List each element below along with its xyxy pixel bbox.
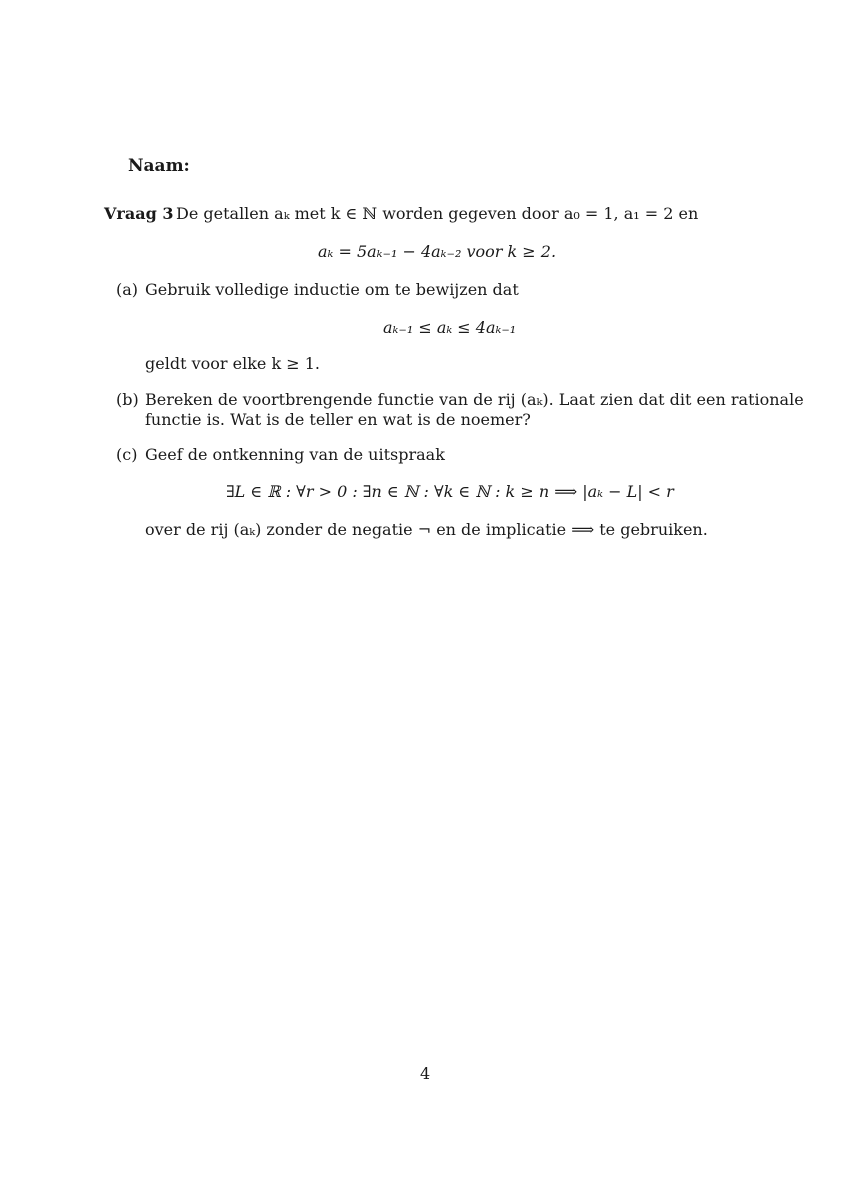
part-c-text: Geef de ontkenning van de uitspraak xyxy=(145,445,445,464)
part-c-continuation: over de rij (aₖ) zonder de negatie ¬ en de implicatie ⟹ te gebruiken. xyxy=(145,520,708,539)
question-intro: De getallen aₖ met k ∈ ℕ worden gegeven door a₀ = 1, a₁ = 2 en xyxy=(176,204,699,223)
recurrence-equation: aₖ = 5aₖ₋₁ − 4aₖ₋₂ voor k ≥ 2. xyxy=(318,242,557,261)
page-number: 4 xyxy=(420,1064,431,1083)
part-b-text-line1: Bereken de voortbrengende functie van de rij (aₖ). Laat zien dat dit een rationale xyxy=(145,390,804,409)
part-c-equation: ∃L ∈ ℝ : ∀r > 0 : ∃n ∈ ℕ : ∀k ∈ ℕ : k ≥ n ⟹ |aₖ − L| < r xyxy=(226,482,674,501)
part-c-label: (c) xyxy=(116,445,138,464)
question-title: Vraag 3 xyxy=(104,204,174,223)
part-a-continuation: geldt voor elke k ≥ 1. xyxy=(145,354,320,373)
part-b-text-line2: functie is. Wat is de teller en wat is de noemer? xyxy=(145,410,531,429)
part-a-text: Gebruik volledige inductie om te bewijzen dat xyxy=(145,280,519,299)
part-a-equation: aₖ₋₁ ≤ aₖ ≤ 4aₖ₋₁ xyxy=(383,318,517,337)
part-a-label: (a) xyxy=(116,280,139,299)
name-label: Naam: xyxy=(128,156,190,176)
part-b-label: (b) xyxy=(116,390,139,409)
